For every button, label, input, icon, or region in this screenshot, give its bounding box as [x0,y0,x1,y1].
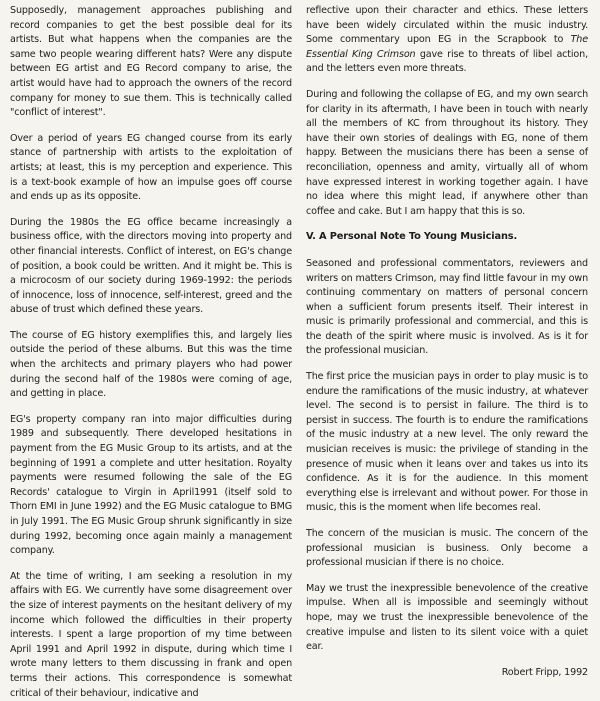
signature: Robert Fripp, 1992 [501,666,588,678]
paragraph: At the time of writing, I am seeking a resolution in my affairs with EG. We currently have some disagreement over the size of interest payments on the hesitant delivery of my income which followed the difficulties in their property interests. I spent a large proportion of my time between April 1991 and April 1992 in dispute, during which time I wrote many letters to them discussing in frank and open terms their actions. This correspondence is somewhat critical of their behaviour, indicative and [10,570,292,699]
paragraph: The concern of the musician is music. The concern of the professional musician is business. Only become a professional musician if there is no choice. [306,528,588,569]
left-column [10,4,292,701]
paragraph: May we trust the inexpressible benevolence of the creative impulse. When all is impossible and seemingly without hope, may we trust the inexpressible benevolence of the creative impulse and listen to its silent voice with a quiet ear. [306,582,588,653]
paragraph: During the 1980s the EG office became increasingly a business office, with the directors moving into property and other financial interests. Conflict of interest, on EG's change of position, a book could be written. And it might be. This is a microcosm of our society during 1969-1992: the periods of innocence, loss of innocence, self-interest, greed and the abuse of trust which defined these years. [10,216,292,316]
paragraph: The course of EG history exemplifies this, and largely lies outside the period of these albums. But this was the time when the architects and primary players who had power during the second half of the 1980s were coming of age, and getting in place. [10,329,292,400]
paragraph: EG's property company ran into major difficulties during 1989 and subsequently. There developed hesitations in payment from the EG Music Group to its artists, and at the beginning of 1991 a complete and utter hesitation. Royalty payments were resumed following the sale of the EG Records' catalogue to Virgin in April1991 (itself sold to Thorn EMI in June 1992) and the EG Music catalogue to BMG in July 1991. The EG Music Group shrunk significantly in size during 1992, becoming once again mainly a management company. [10,413,292,557]
paragraph: Seasoned and professional commentators, reviewers and writers on matters Crimson, may find little favour in my own continuing commentary on matters of personal concern when a sufficient forum presents itself. Their interest in music is primarily professional and commercial, and this is the death of the spirit where music is involved. As is it for the professional musician. [306,257,588,357]
paragraph: Supposedly, management approaches publishing and record companies to get the best possible deal for its artists. But what happens when the companies are the same two people wearing different hats? Were any dispute between EG artist and EG Record company to arise, the artist would have had to approach the owners of the record company for money to sue them. This is technically called "conflict of interest". [10,5,292,119]
paragraph [306,4,588,77]
paragraph: The first price the musician pays in order to play music is to endure the ramifications of the music industry, at whatever level. The second is to persist in failure. The third is to persist in success. The fourth is to endure the ramifications of the music industry at a new level. The only reward the musician receives is music: the privilege of standing in the presence of music when it leans over and takes us into its confidence. As it is for the audience. In this moment everything else is irrelevant and without power. For those in music, this is the moment when life becomes real. [306,371,588,514]
paragraph-text: reflective upon their character and ethics. These letters have been widely circulated within the music industry. Some commentary upon EG in the Scrapbook to [306,5,588,46]
right-column [306,4,588,680]
paragraph: During and following the collapse of EG, and my own search for clarity in its aftermath, I have been in touch with nearly all the members of KC from throughout its history. They have their own stories of dealings with EG, none of them happy. Between the musicians there has been a sense of reconciliation, openness and amity, virtually all of whom have expressed interest in working together again. I have no idea where this might lead, if anywhere other than coffee and cake. But I am happy that this is so. [306,88,588,217]
book-title: The Essential King Crimson [306,34,588,60]
paragraph-text: gave rise to threats of libel action, and the letters even more threats. [306,48,588,75]
paragraph: Over a period of years EG changed course from its early stance of partnership with artists to the exploitation of artists; at least, this is my perception and experience. This is a text-book example of how an impulse goes off course and ends up as its opposite. [10,132,292,203]
section-heading: V. A Personal Note To Young Musicians. [306,231,518,243]
